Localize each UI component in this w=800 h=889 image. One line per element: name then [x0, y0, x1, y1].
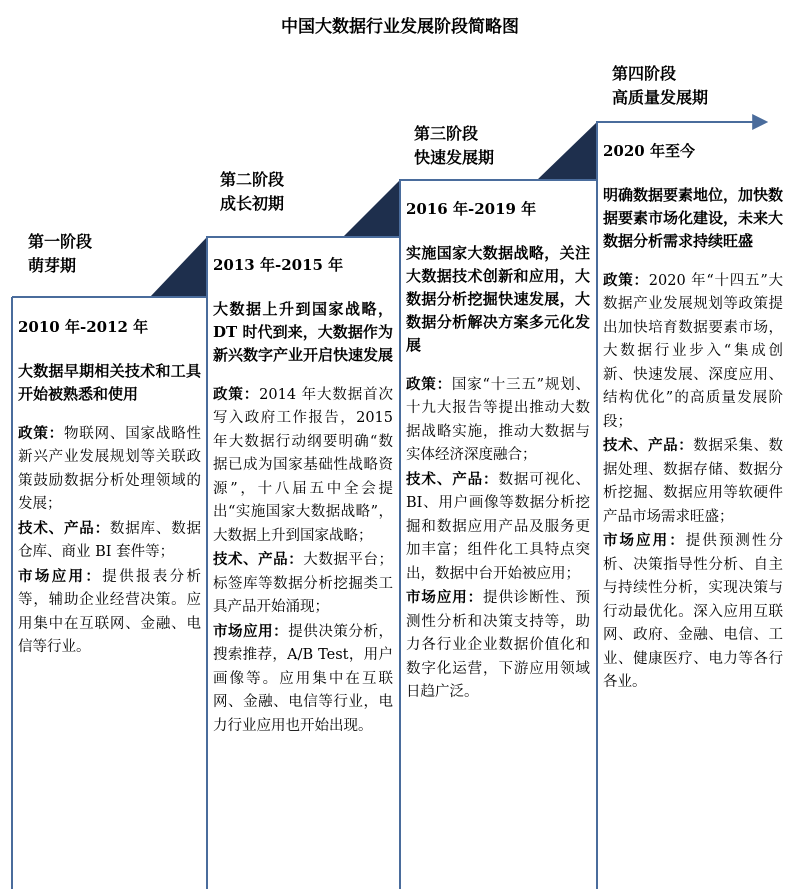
period-label: 2016 年-2019 年: [406, 200, 537, 218]
riser-block-3: [537, 122, 597, 180]
tech-label: 技术、产品：: [213, 551, 304, 568]
stage-label-2: [220, 168, 284, 216]
stage-column-1: [18, 316, 201, 660]
tech-text: 数据采集、数据处理、数据存储、数据分析挖掘、数据应用等软硬件产品市场需求旺盛；: [603, 438, 784, 525]
stage-label-1: [28, 230, 92, 278]
policy-paragraph: [213, 383, 393, 549]
policy-text: 2014 年大数据首次写入政府工作报告，2015 年大数据行动纲要明确“数据已成为国家基础性战略资源”，十八届五中全会提出“实施国家大数据战略”，大数据上升到国家战略；: [213, 386, 394, 544]
market-paragraph: [213, 620, 393, 739]
market-text: 提供决策分析，搜索推荐，A/B Test，用户画像等。应用集中在互联网、金融、电信等行业，电力行业应用也开始出现。: [213, 623, 394, 734]
market-label: 市场应用：: [18, 567, 103, 585]
policy-label: 政策：: [213, 385, 260, 403]
market-paragraph: [406, 586, 590, 705]
stage-number: 第四阶段: [612, 64, 677, 83]
policy-paragraph: [603, 269, 783, 435]
stage-name: 高质量发展期: [612, 88, 709, 107]
stage-label-3: [414, 122, 494, 170]
stage-column-2: [213, 254, 393, 738]
tech-paragraph: [213, 548, 393, 620]
policy-text: 物联网、国家战略性新兴产业发展规划等关联政策鼓励数据分析处理领域的发展；: [18, 425, 202, 512]
stage-name: 萌芽期: [28, 256, 77, 275]
policy-text: 2020 年“十四五”大数据产业发展规划等政策提出加快培育数据要素市场，大数据行业步入“集成创新、快速发展、深度应用、结构优化”的高质量发展阶段；: [603, 272, 783, 430]
tech-paragraph: [603, 434, 783, 529]
period-label: 2010 年-2012 年: [18, 318, 149, 336]
stage-name: 快速发展期: [414, 148, 495, 167]
tech-text: 大数据平台；标签库等数据分析挖掘类工具产品开始涌现；: [213, 552, 394, 615]
policy-label: 政策：: [18, 424, 64, 442]
policy-paragraph: [18, 422, 201, 517]
riser-block-1: [150, 237, 207, 297]
stage-summary: 大数据早期相关技术和工具开始被熟悉和使用: [18, 361, 201, 403]
stage-summary: 实施国家大数据战略，关注大数据技术创新和应用，大数据分析挖掘快速发展，大数据分析解决方案多元化发展: [406, 243, 590, 354]
period-label: 2020 年至今: [603, 142, 695, 160]
stage-column-3: [406, 198, 590, 705]
market-label: 市场应用：: [213, 622, 289, 640]
market-text: 提供预测性分析、决策指导性分析、自主与持续性分析，实现决策与行动最优化。深入应用互联网、政府、金融、电信、工业、健康医疗、电力等各行各业。: [603, 533, 783, 690]
stage-name: 成长初期: [220, 194, 285, 213]
stage-summary: 明确数据要素地位，加快数据要素市场化建设，未来大数据分析需求持续旺盛: [603, 185, 784, 250]
tech-text: 数据库、数据仓库、商业 BI 套件等；: [18, 520, 202, 560]
period-label: 2013 年-2015 年: [213, 256, 344, 274]
policy-label: 政策：: [603, 271, 649, 289]
market-label: 市场应用：: [406, 589, 484, 606]
stage-summary: 大数据上升到国家战略，DT 时代到来，大数据作为新兴数字产业开启快速发展: [213, 299, 394, 364]
tech-label: 技术、产品：: [18, 519, 110, 537]
tech-paragraph: [18, 517, 201, 565]
market-label: 市场应用：: [603, 532, 686, 549]
policy-label: 政策：: [406, 375, 452, 393]
stage-number: 第一阶段: [28, 232, 93, 251]
riser-block-2: [343, 180, 400, 237]
stage-label-4: [612, 62, 708, 110]
market-paragraph: [18, 565, 201, 660]
tech-text: 数据可视化、BI、用户画像等数据分析挖掘和数据应用产品及服务更加丰富；组件化工具特点突出，数据中台开始被应用；: [406, 471, 591, 582]
stage-number: 第三阶段: [414, 124, 479, 143]
policy-paragraph: [406, 373, 590, 468]
market-text: 提供诊断性、预测性分析和决策支持等，助力各行业企业数据价值化和数字化运营，下游应用领域日趋广泛。: [406, 590, 591, 700]
stage-column-4: [603, 140, 783, 695]
tech-label: 技术、产品：: [406, 470, 499, 488]
market-paragraph: [603, 529, 783, 695]
market-text: 提供报表分析等，辅助企业经营决策。应用集中在互联网、金融、电信等行业。: [18, 568, 201, 655]
tech-label: 技术、产品：: [603, 437, 694, 454]
stage-number: 第二阶段: [220, 170, 285, 189]
policy-text: 国家“十三五”规划、十九大报告等提出推动大数据战略实施，推动大数据与实体经济深度融合；: [406, 376, 591, 463]
tech-paragraph: [406, 468, 590, 587]
page-title: 中国大数据行业发展阶段简略图: [281, 17, 519, 37]
